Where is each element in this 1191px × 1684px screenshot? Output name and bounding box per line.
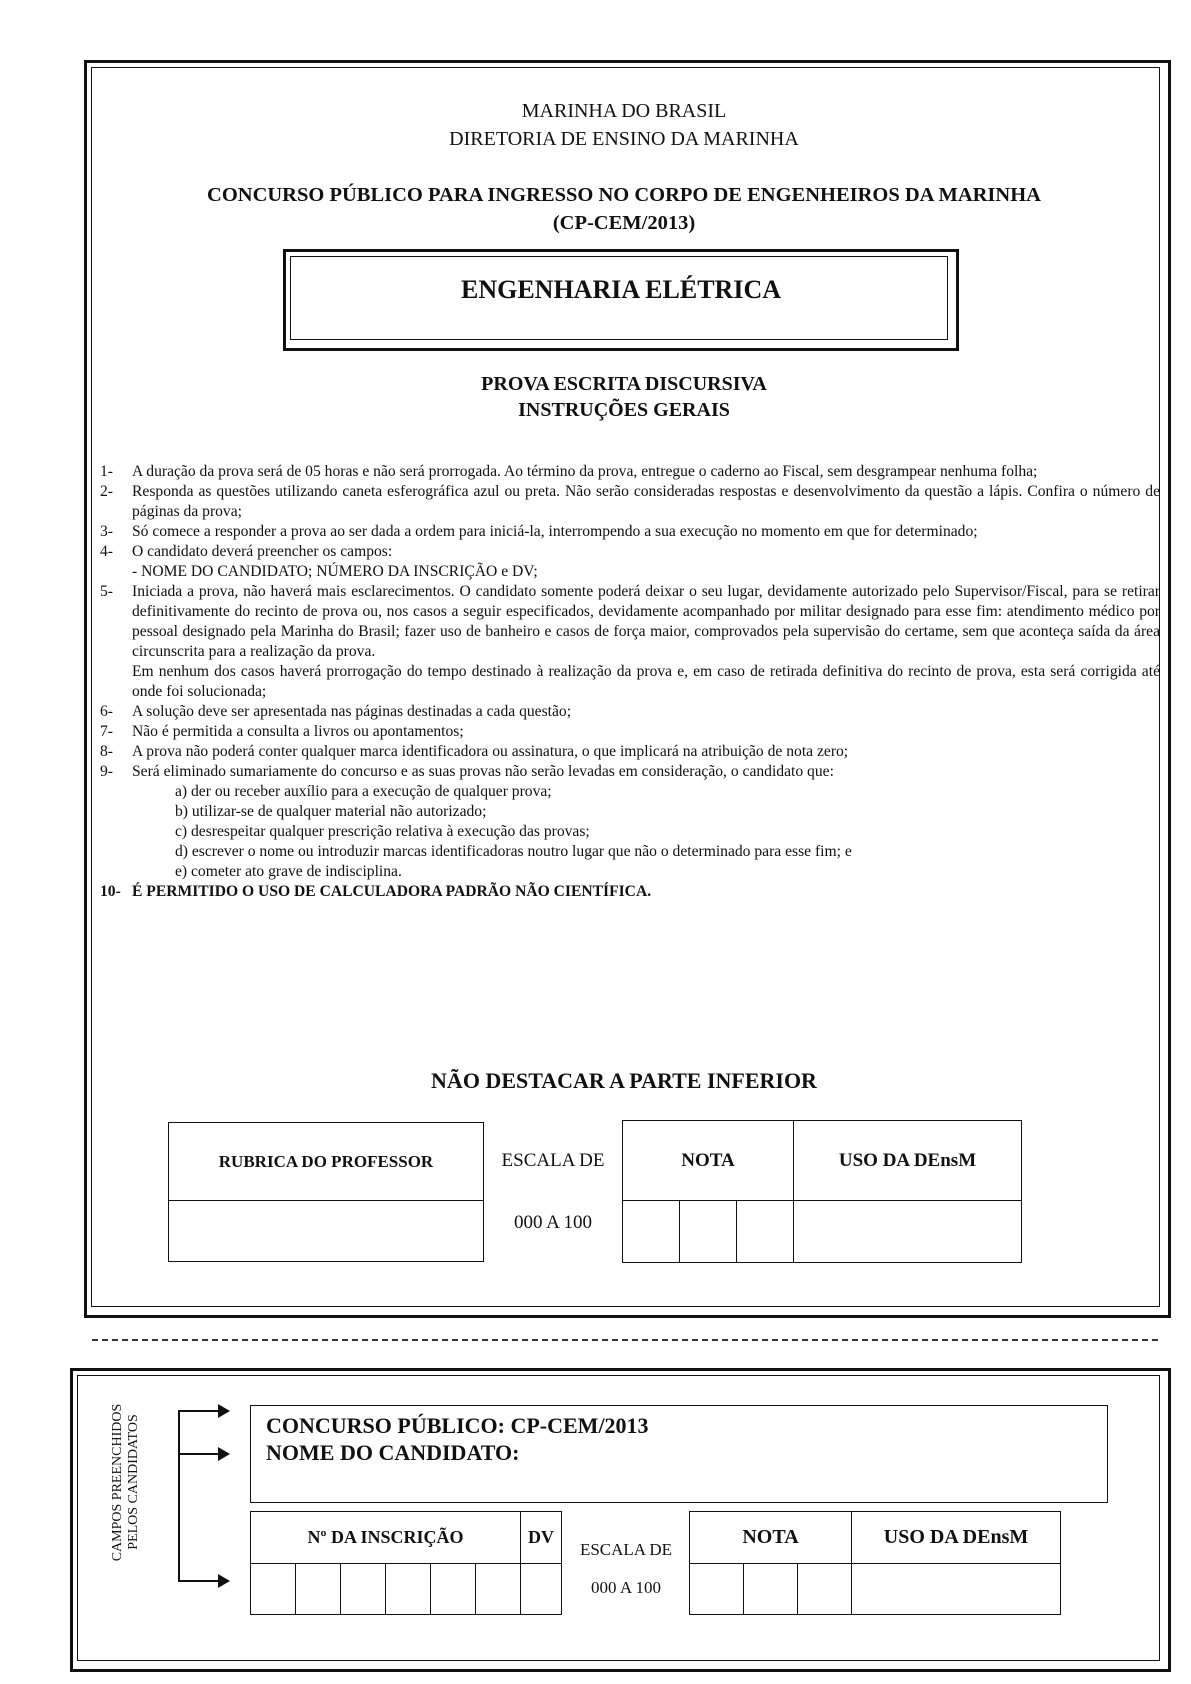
escala-label: ESCALA DE (501, 1150, 605, 1171)
dv-label: DV (521, 1512, 562, 1564)
candidate-name-label: NOME DO CANDIDATO: (266, 1440, 520, 1465)
nota-digit-1[interactable] (623, 1201, 680, 1263)
arrow-1 (180, 1410, 220, 1412)
bottom-nota-table (689, 1511, 1061, 1615)
bottom-escala-range: 000 A 100 (591, 1578, 661, 1597)
instructions-title: INSTRUÇÕES GERAIS (518, 399, 730, 421)
instruction-10: 10- É PERMITIDO O USO DE CALCULADORA PADRÃO NÃO CIENTÍFICA. (100, 883, 652, 900)
exam-type: PROVA ESCRITA DISCURSIVA (481, 373, 767, 395)
side-bracket (178, 1410, 180, 1582)
instruction-9e: e) cometer ato grave de indisciplina. (175, 863, 402, 880)
instruction-1: 1- A duração da prova será de 05 horas e não será prorrogada. Ao término da prova, entregue o caderno ao Fiscal, sem desgrampear nenhuma folha; (100, 463, 1038, 480)
instruction-7: 7- Não é permitida a consulta a livros ou apontamentos; (100, 723, 464, 740)
bottom-nota-digit-2[interactable] (744, 1564, 798, 1615)
inscricao-digit-1[interactable] (251, 1564, 296, 1615)
escala-range: 000 A 100 (513, 1212, 593, 1233)
dv-field[interactable] (521, 1564, 562, 1615)
rubrica-label: RUBRICA DO PROFESSOR (169, 1123, 484, 1201)
bottom-uso-label: USO DA DEnsM (852, 1512, 1061, 1564)
bottom-escala-label: ESCALA DE (579, 1540, 673, 1559)
instruction-4-sub: - NOME DO CANDIDATO; NÚMERO DA INSCRIÇÃO e DV; (132, 563, 538, 580)
contest-title: CONCURSO PÚBLICO PARA INGRESSO NO CORPO DE ENGENHEIROS DA MARINHA (207, 184, 1041, 206)
dept-name: DIRETORIA DE ENSINO DA MARINHA (449, 128, 799, 150)
discipline-title: ENGENHARIA ELÉTRICA (460, 275, 781, 304)
instruction-8: 8- A prova não poderá conter qualquer marca identificadora ou assinatura, o que implicará na atribuição de nota zero; (100, 743, 849, 760)
arrow-2 (180, 1453, 220, 1455)
instruction-9a: a) der ou receber auxílio para a execução de qualquer prova; (175, 783, 552, 800)
warning-text: NÃO DESTACAR A PARTE INFERIOR (431, 1068, 817, 1093)
inscricao-digit-5[interactable] (430, 1564, 475, 1615)
bottom-nota-digit-3[interactable] (798, 1564, 852, 1615)
instruction-4: 4- O candidato deverá preencher os campos: (100, 543, 393, 560)
org-name: MARINHA DO BRASIL (521, 100, 727, 122)
inscricao-label: Nº DA INSCRIÇÃO (251, 1512, 521, 1564)
instruction-5-cont: Em nenhum dos casos haverá prorrogação do tempo destinado à realização da prova e, em caso de retirada definitiva do recinto de prova, esta será corrigida até onde foi solucionada; (132, 663, 1160, 700)
instruction-9: 9- Será eliminado sumariamente do concurso e as suas provas não serão levadas em consideração, o candidato que: (100, 763, 834, 780)
rubrica-field[interactable] (169, 1201, 484, 1262)
uso-field[interactable] (794, 1201, 1022, 1263)
instruction-3: 3- Só comece a responder a prova ao ser dada a ordem para iniciá-la, interrompendo a sua execução no momento em que for determinado; (100, 523, 978, 540)
inscricao-table (250, 1511, 562, 1615)
instruction-5: 5- Iniciada a prova, não haverá mais esclarecimentos. O candidato somente poderá deixar o seu lugar, devidamente autorizado pelo Supervisor/Fiscal, para se retirar definitivamente do recinto de prova ou, nos casos a seguir especificados, devidamente acompanhado por militar designado para esse fim: atendimento médico por pessoal designado pela Marinha do Brasil; fazer uso de banheiro e casos de força maior, comprovados pela supervisão do certame, sem que aconteça saída da área circunscrita para a realização da prova. (100, 583, 1160, 660)
instructions-list (100, 462, 1160, 902)
bottom-contest: CONCURSO PÚBLICO: CP-CEM/2013 (266, 1413, 649, 1438)
nota-label: NOTA (623, 1121, 794, 1201)
nota-digit-3[interactable] (737, 1201, 794, 1263)
uso-label: USO DA DEnsM (794, 1121, 1022, 1201)
rubrica-table (168, 1122, 484, 1262)
instruction-6: 6- A solução deve ser apresentada nas páginas destinadas a cada questão; (100, 703, 572, 720)
bottom-uso-field[interactable] (852, 1564, 1061, 1615)
instruction-9b: b) utilizar-se de qualquer material não autorizado; (175, 803, 487, 820)
inscricao-digit-6[interactable] (475, 1564, 520, 1615)
nota-table (622, 1120, 1022, 1263)
nota-digit-2[interactable] (680, 1201, 737, 1263)
instruction-9c: c) desrespeitar qualquer prescrição relativa à execução das provas; (175, 823, 590, 840)
bottom-nota-label: NOTA (690, 1512, 852, 1564)
instruction-2: 2- Responda as questões utilizando caneta esferográfica azul ou preta. Não serão consideradas respostas e desenvolvimento da questão a lápis. Confira o número de páginas da prova; (100, 483, 1160, 520)
inscricao-digit-2[interactable] (295, 1564, 340, 1615)
contest-code: (CP-CEM/2013) (552, 212, 696, 234)
bottom-nota-digit-1[interactable] (690, 1564, 744, 1615)
instruction-9d: d) escrever o nome ou introduzir marcas identificadoras noutro lugar que não o determinado para esse fim; e (175, 843, 852, 860)
cut-line (92, 1339, 1158, 1341)
inscricao-digit-4[interactable] (385, 1564, 430, 1615)
arrow-3 (180, 1580, 220, 1582)
side-label-2: PELOS CANDIDATOS (126, 1414, 141, 1550)
inscricao-digit-3[interactable] (340, 1564, 385, 1615)
side-label-1: CAMPOS PREENCHIDOS (110, 1403, 125, 1562)
